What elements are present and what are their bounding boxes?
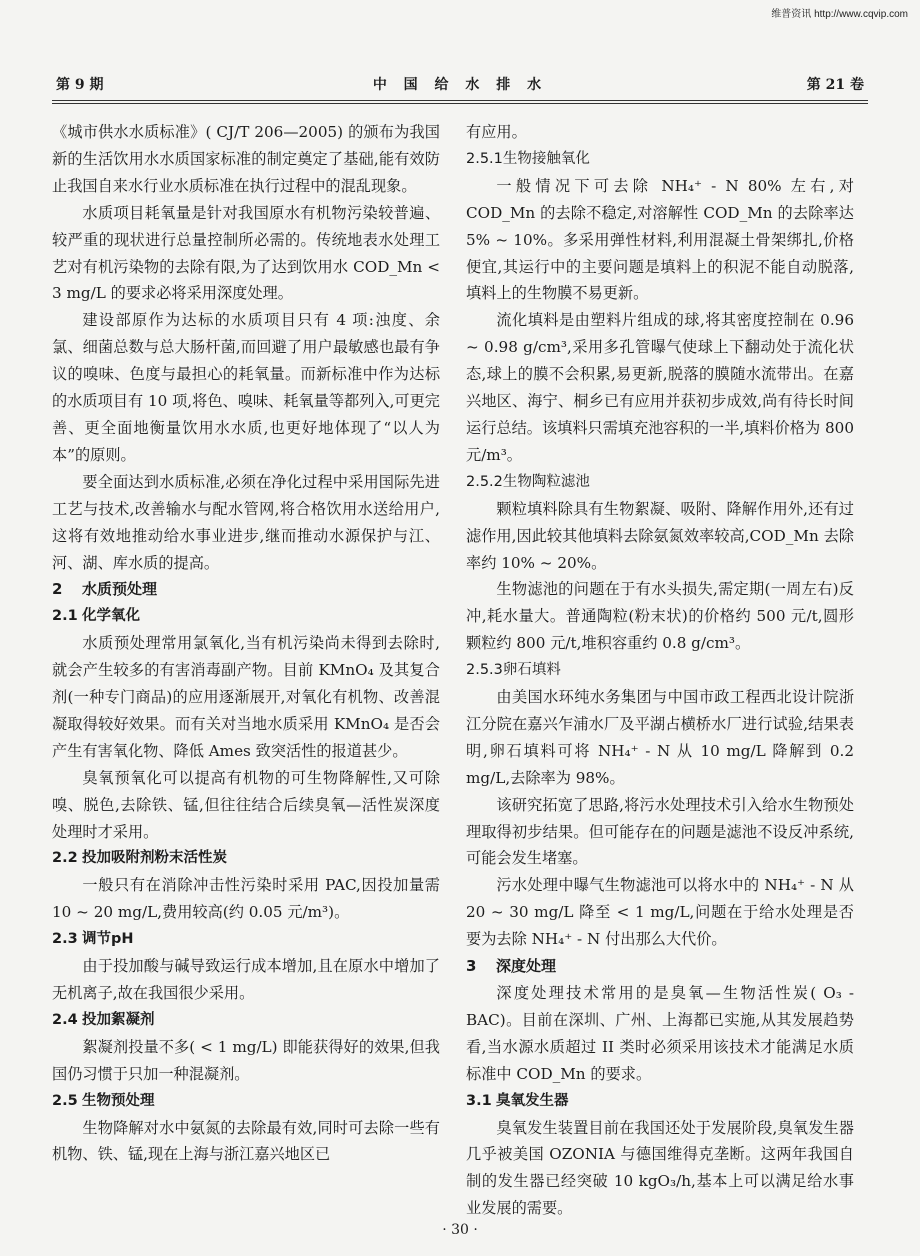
paragraph: 一般只有在消除冲击性污染时采用 PAC,因投加量需 10 ~ 20 mg/L,费用较高(约 0.05 元/m³)。	[52, 876, 440, 922]
section-title: 投加吸附剂粉末活性炭	[82, 850, 227, 867]
paragraph: 深度处理技术常用的是臭氧—生物活性炭( O₃ - BAC)。目前在深圳、广州、上海都已实施,从其发展趋势看,当水源水质超过 II 类时必须采用该技术才能满足水质标准中 COD_Mn 的要求。	[466, 984, 854, 1083]
paragraph: 生物滤池的问题在于有水头损失,需定期(一周左右)反冲,耗水量大。普通陶粒(粉末状)的价格约 500 元/t,圆形颗粒约 800 元/t,堆积容重约 0.8 g/cm³。	[466, 580, 854, 653]
section-number: 3	[466, 957, 477, 976]
subsection-heading	[52, 845, 440, 872]
section-number: 2	[52, 580, 63, 599]
paragraph: 生物降解对水中氨氮的去除最有效,同时可去除一些有机物、铁、锰,现在上海与浙江嘉兴地区已	[52, 1118, 440, 1164]
paragraph: 由于投加酸与碱导致运行成本增加,且在原水中增加了无机离子,故在我国很少采用。	[52, 957, 440, 1002]
paragraph: 颗粒填料除具有生物絮凝、吸附、降解作用外,还有过滤作用,因此较其他填料去除氨氮效率较高,COD_Mn 去除率约 10% ~ 20%。	[466, 499, 854, 572]
paragraph: 《城市供水水质标准》( CJ/T 206—2005) 的颁布为我国新的生活饮用水水质国家标准的制定奠定了基础,能有效防止我国自来水行业水质标准在执行过程中的混乱现象。	[52, 123, 440, 195]
paragraph: 有应用。	[466, 123, 527, 141]
section-title: 生物预处理	[82, 1092, 155, 1109]
section-number: 2.5.2	[466, 473, 503, 490]
section-title: 深度处理	[496, 957, 557, 976]
subsection-heading	[466, 1088, 854, 1115]
paragraph: 建设部原作为达标的水质项目只有 4 项:浊度、余氯、细菌总数与总大肠杆菌,而回避了用户最敏感也最有争议的嗅味、色度与最担心的耗氧量。而新标准中作为达标的水质项目有 10 项,将色、嗅味、耗氧量等都列入,可更完善、更全面地衡量饮用水水质,也更好地体现了“以人为本”的原则。	[52, 311, 440, 464]
issue-label: 第 9 期	[56, 77, 104, 93]
section-number: 2.4	[52, 1011, 78, 1028]
section-title: 卵石填料	[502, 662, 561, 679]
section-heading	[466, 953, 854, 980]
section-number: 2.5.1	[466, 150, 503, 167]
page-number: · 30 ·	[442, 1222, 478, 1238]
paragraph: 水质预处理常用氯氧化,当有机污染尚未得到去除时,就会产生较多的有害消毒副产物。目前 KMnO₄ 及其复合剂(一种专门商品)的应用逐渐展开,对氧化有机物、改善混凝取得较好效果。而有关对当地水质采用 KMnO₄ 是否会产生有害氧化物、降低 Ames 致突活性的报道甚少。	[52, 634, 440, 760]
paragraph: 絮凝剂投量不多( < 1 mg/L) 即能获得好的效果,但我国仍习惯于只加一种混凝剂。	[52, 1037, 440, 1083]
section-title: 生物接触氧化	[502, 150, 590, 167]
subsection-heading	[52, 1088, 440, 1115]
section-number: 2.5.3	[466, 662, 503, 679]
journal-title: 中 国 给 水 排 水	[372, 77, 548, 93]
header-rule-bottom	[52, 103, 868, 104]
subsection-heading	[52, 1007, 440, 1034]
paragraph: 污水处理中曝气生物滤池可以将水中的 NH₄⁺ - N 从 20 ~ 30 mg/L 降至 < 1 mg/L,问题在于给水处理是否要为去除 NH₄⁺ - N 付出那么大代价。	[466, 876, 854, 949]
paragraph: 要全面达到水质标准,必须在净化过程中采用国际先进工艺与技术,改善输水与配水管网,将合格饮用水送给用户,这将有效地推动给水事业进步,继而推动水源保护与江、河、湖、库水质的提高。	[52, 472, 440, 572]
section-number: 2.2	[52, 850, 78, 867]
paragraph: 由美国水环纯水务集团与中国市政工程西北设计院浙江分院在嘉兴乍浦水厂及平湖占横桥水厂进行试验,结果表明,卵石填料可将 NH₄⁺ - N 从 10 mg/L 降解到 0.2 mg/L,去除率为 98%。	[466, 688, 854, 787]
section-title: 化学氧化	[82, 608, 140, 625]
subsection-heading	[52, 926, 440, 953]
subsection-heading	[466, 657, 854, 684]
paragraph: 一般情况下可去除 NH₄⁺ - N 80% 左右,对 COD_Mn 的去除不稳定,对溶解性 COD_Mn 的去除率达 5% ~ 10%。多采用弹性材料,利用混凝土骨架绑扎,价格便宜,其运行中的主要问题是填料上的积泥不能自动脱落,填料上的生物膜不易更新。	[466, 176, 854, 303]
section-number: 3.1	[466, 1092, 492, 1109]
section-title: 调节pH	[82, 931, 134, 948]
subsection-heading	[466, 146, 854, 173]
paragraph: 流化填料是由塑料片组成的球,将其密度控制在 0.96 ~ 0.98 g/cm³,采用多孔管曝气使球上下翻动处于流化状态,球上的膜不会积累,易更新,脱落的膜随水流带出。在嘉兴地区、海宁、桐乡已有应用并获初步成效,尚有待长时间运行总结。该填料只需填充池容积的一半,填料价格为 800 元/m³。	[466, 311, 854, 464]
section-number: 2.5	[52, 1092, 78, 1109]
subsection-heading	[466, 469, 854, 496]
volume-label: 第 21 卷	[806, 77, 864, 93]
paragraph: 该研究拓宽了思路,将污水处理技术引入给水生物预处理取得初步结果。但可能存在的问题是滤池不设反冲系统,可能会发生堵塞。	[466, 795, 854, 868]
section-title: 臭氧发生器	[496, 1092, 569, 1109]
section-title: 生物陶粒滤池	[502, 473, 590, 490]
paragraph: 臭氧预氧化可以提高有机物的可生物降解性,又可除嗅、脱色,去除铁、锰,但往往结合后续臭氧—活性炭深度处理时才采用。	[52, 768, 440, 841]
section-heading	[52, 576, 440, 603]
watermark: 维普资讯 http://www.cqvip.com	[771, 9, 908, 20]
header-rule-top	[52, 100, 868, 101]
subsection-heading	[52, 603, 440, 630]
right-column	[466, 119, 854, 1222]
paragraph: 水质项目耗氧量是针对我国原水有机物污染较普遍、较严重的现状进行总量控制所必需的。传统地表水处理工艺对有机污染物的去除有限,为了达到饮用水 COD_Mn < 3 mg/L 的要求必将采用深度处理。	[52, 203, 440, 303]
section-title: 投加絮凝剂	[82, 1011, 155, 1028]
section-title: 水质预处理	[82, 580, 158, 599]
running-header	[52, 74, 868, 96]
section-number: 2.1	[52, 608, 78, 625]
section-number: 2.3	[52, 931, 78, 948]
left-column	[52, 119, 440, 1168]
paragraph: 臭氧发生装置目前在我国还处于发展阶段,臭氧发生器几乎被美国 OZONIA 与德国维得克垄断。这两年我国自制的发生器已经突破 10 kgO₃/h,基本上可以满足给水事业发展的需要。	[466, 1118, 854, 1218]
